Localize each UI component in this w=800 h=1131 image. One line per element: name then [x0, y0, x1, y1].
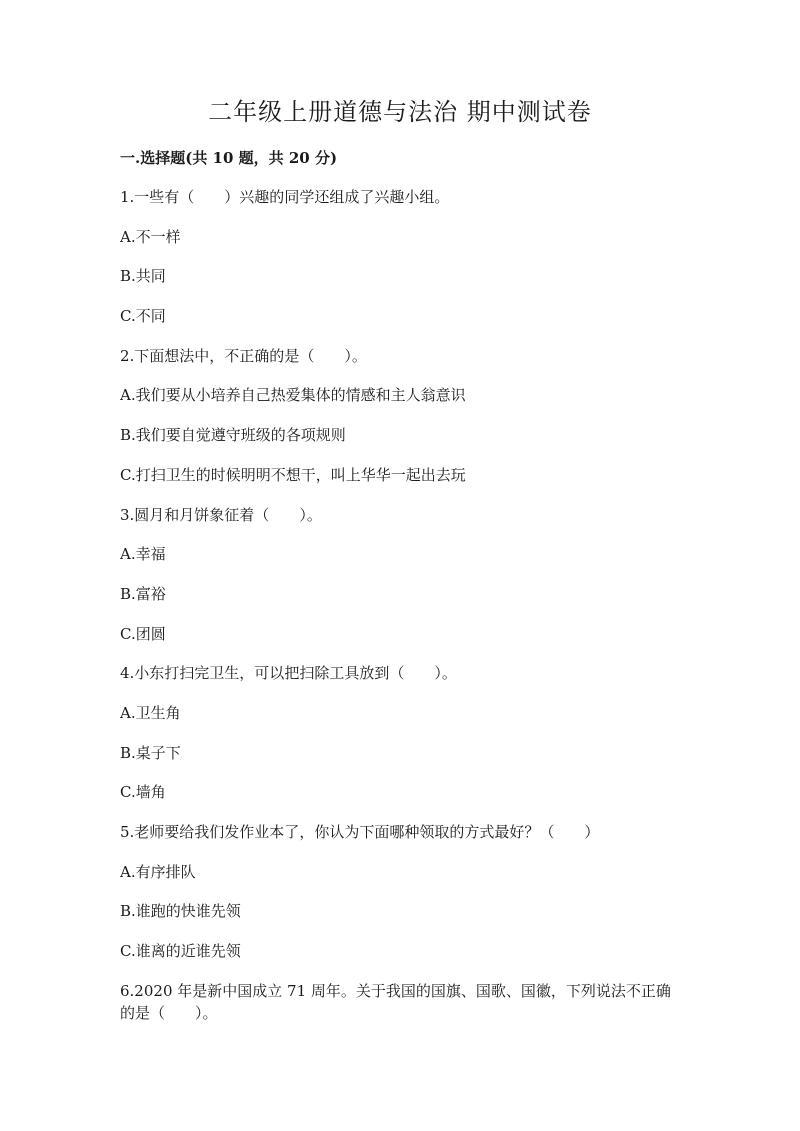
option-text: C.打扫卫生的时候明明不想干，叫上华华一起出去玩	[120, 465, 466, 484]
question-text: 2.下面想法中，不正确的是（ ）。	[120, 346, 367, 365]
question-text: 3.圆月和月饼象征着（ ）。	[120, 505, 322, 524]
option-text: B.富裕	[120, 584, 166, 603]
option-text: A.幸福	[120, 545, 166, 564]
question-text: 5.老师要给我们发作业本了，你认为下面哪种领取的方式最好？（ ）	[120, 823, 600, 841]
question-text: 1.一些有（ ）兴趣的同学还组成了兴趣小组。	[120, 188, 450, 206]
option-text: B.我们要自觉遵守班级的各项规则	[120, 426, 346, 445]
question-text: 4.小东打扫完卫生，可以把扫除工具放到（ ）。	[120, 664, 457, 683]
question-text: 6.2020 年是新中国成立 71 周年。关于我国的国旗、国歌、国徽，下列说法不正确的是（ ）。	[120, 981, 671, 1022]
option-text: B.桌子下	[120, 743, 181, 762]
question-list	[120, 186, 680, 1024]
page-title: 二年级上册道德与法治 期中测试卷	[208, 98, 592, 126]
option-text: C.团圆	[120, 624, 166, 643]
option-text: C.谁离的近谁先领	[120, 942, 241, 961]
option-text: B.共同	[120, 267, 166, 286]
option-text: B.谁跑的快谁先领	[120, 902, 241, 921]
option-text: A.我们要从小培养自己热爱集体的情感和主人翁意识	[120, 386, 466, 405]
option-text: C.不同	[120, 307, 166, 326]
option-text: A.不一样	[120, 227, 181, 246]
option-text: C.墙角	[120, 783, 166, 802]
section-heading: 一.选择题(共 10 题，共 20 分)	[120, 149, 338, 167]
option-text: A.卫生角	[120, 703, 181, 722]
option-text: A.有序排队	[120, 862, 196, 881]
